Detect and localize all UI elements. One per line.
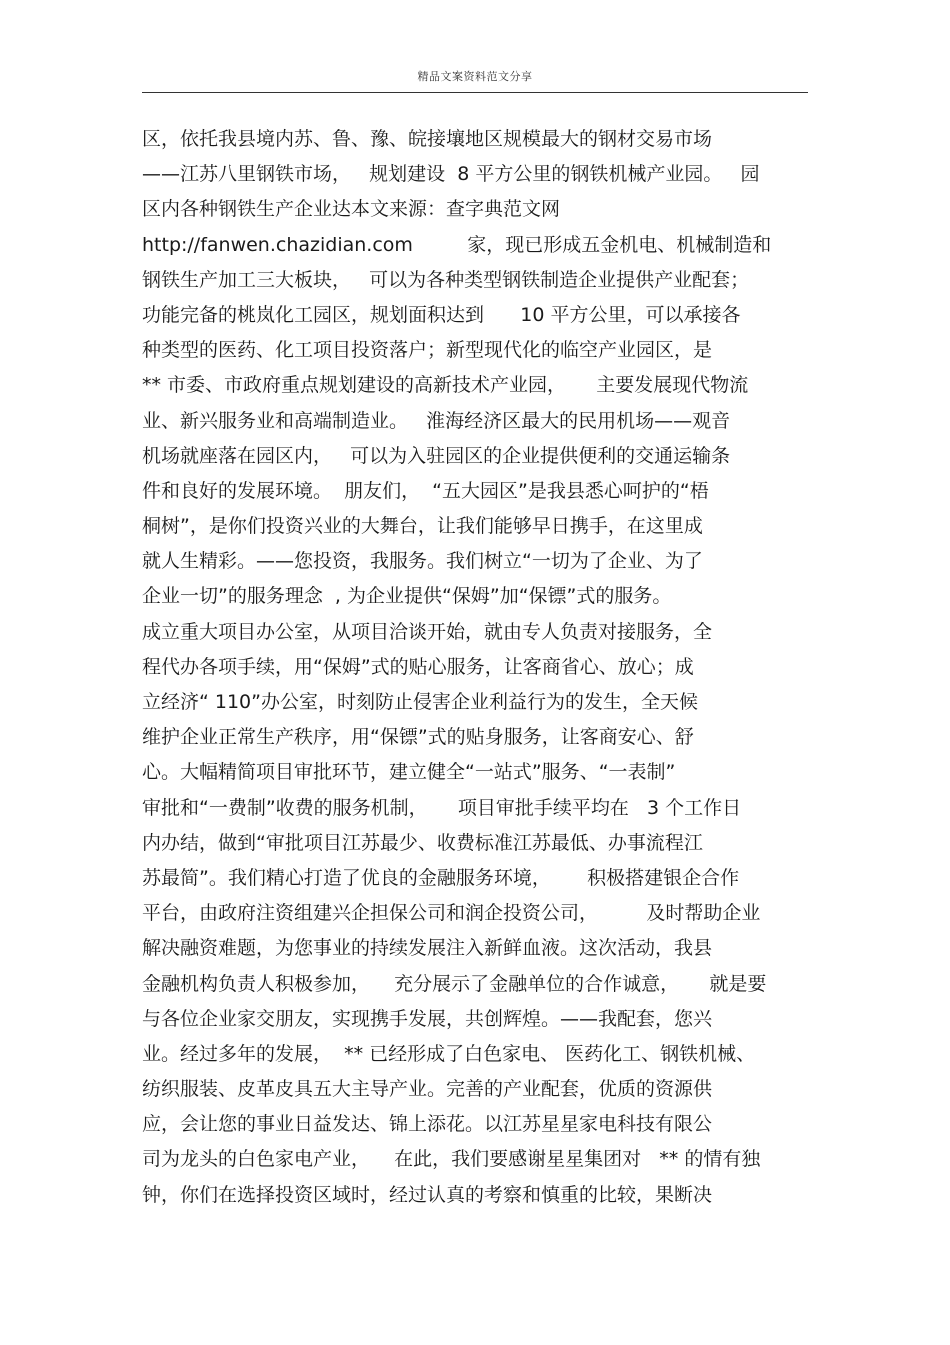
text-line: 钟，你们在选择投资区域时，经过认真的考察和慎重的比较，果断决 xyxy=(142,1183,713,1206)
text-line: 成立重大项目办公室，从项目洽谈开始，就由专人负责对接服务，全 xyxy=(142,620,713,643)
text-line: 件和良好的发展环境。 朋友们， “五大园区”是我县悉心呵护的“梧 xyxy=(142,479,709,502)
text-line: 心。大幅精简项目审批环节，建立健全“一站式”服务、“一表制” xyxy=(142,761,676,784)
text-line: 应，会让您的事业日益发达、锦上添花。以江苏星星家电科技有限公 xyxy=(142,1113,713,1136)
text-line: 功能完备的桃岚化工园区，规划面积达到 10 平方公里，可以承接各 xyxy=(142,303,741,326)
text-line: 业。经过多年的发展， ** 已经形成了白色家电、 医药化工、钢铁机械、 xyxy=(142,1042,756,1065)
text-line: 机场就座落在园区内， 可以为入驻园区的企业提供便利的交通运输条 xyxy=(142,444,731,467)
text-line: 金融机构负责人积极参加， 充分展示了金融单位的合作诚意， 就是要 xyxy=(142,972,767,995)
text-line: 平台，由政府注资组建兴企担保公司和润企投资公司， 及时帮助企业 xyxy=(142,902,761,925)
text-line: 解决融资难题，为您事业的持续发展注入新鲜血液。这次活动，我县 xyxy=(142,937,713,960)
text-line: 纺织服装、皮革皮具五大主导产业。完善的产业配套，优质的资源供 xyxy=(142,1078,713,1101)
text-line: 桐树”，是你们投资兴业的大舞台，让我们能够早日携手，在这里成 xyxy=(142,515,703,538)
text-line: 与各位企业家交朋友，实现携手发展，共创辉煌。——我配套，您兴 xyxy=(142,1007,713,1030)
text-line: 立经济“ 110”办公室，时刻防止侵害企业利益行为的发生，全天候 xyxy=(142,691,698,713)
text-line: ** 市委、市政府重点规划建设的高新技术产业园， 主要发展现代物流 xyxy=(142,374,749,397)
text-line: 程代办各项手续，用“保姆”式的贴心服务，让客商省心、放心；成 xyxy=(142,655,694,678)
text-line: 就人生精彩。——您投资，我服务。我们树立“一切为了企业、为了 xyxy=(142,550,703,573)
text-line: ——江苏八里钢铁市场， 规划建设 8 平方公里的钢铁机械产业园。 园 xyxy=(142,163,760,186)
text-line: 维护企业正常生产秩序，用“保镖”式的贴身服务，让客商安心、舒 xyxy=(142,726,694,749)
text-line: 钢铁生产加工三大板块， 可以为各种类型钢铁制造企业提供产业配套； xyxy=(142,268,750,291)
document-body xyxy=(142,122,822,1213)
header-title: 精品文案资料范文分享 xyxy=(417,70,533,83)
text-line: 业、新兴服务业和高端制造业。 淮海经济区最大的民用机场——观音 xyxy=(142,409,731,432)
text-line: 区，依托我县境内苏、鲁、豫、皖接壤地区规模最大的钢材交易市场 xyxy=(142,128,713,150)
text-line: 苏最简”。我们精心打造了优良的金融服务环境， 积极搭建银企合作 xyxy=(142,866,740,889)
text-line: http://fanwen.chazidian.com 家，现已形成五金机电、机械制造和 xyxy=(142,233,772,256)
text-line: 内办结，做到“审批项目江苏最少、收费标准江苏最低、办事流程江 xyxy=(142,831,703,854)
text-line: 区内各种钢铁生产企业达本文来源：查字典范文网 xyxy=(142,198,561,221)
text-line: 种类型的医药、化工项目投资落户；新型现代化的临空产业园区，是 xyxy=(142,339,713,362)
text-line: 审批和“一费制”收费的服务机制， 项目审批手续平均在 3 个工作日 xyxy=(142,796,742,819)
page-header xyxy=(142,64,808,93)
text-line: 企业一切”的服务理念 , 为企业提供“保姆”加“保镖”式的服务。 xyxy=(142,585,672,608)
text-line: 司为龙头的白色家电产业， 在此，我们要感谢星星集团对 ** 的情有独 xyxy=(142,1148,761,1171)
